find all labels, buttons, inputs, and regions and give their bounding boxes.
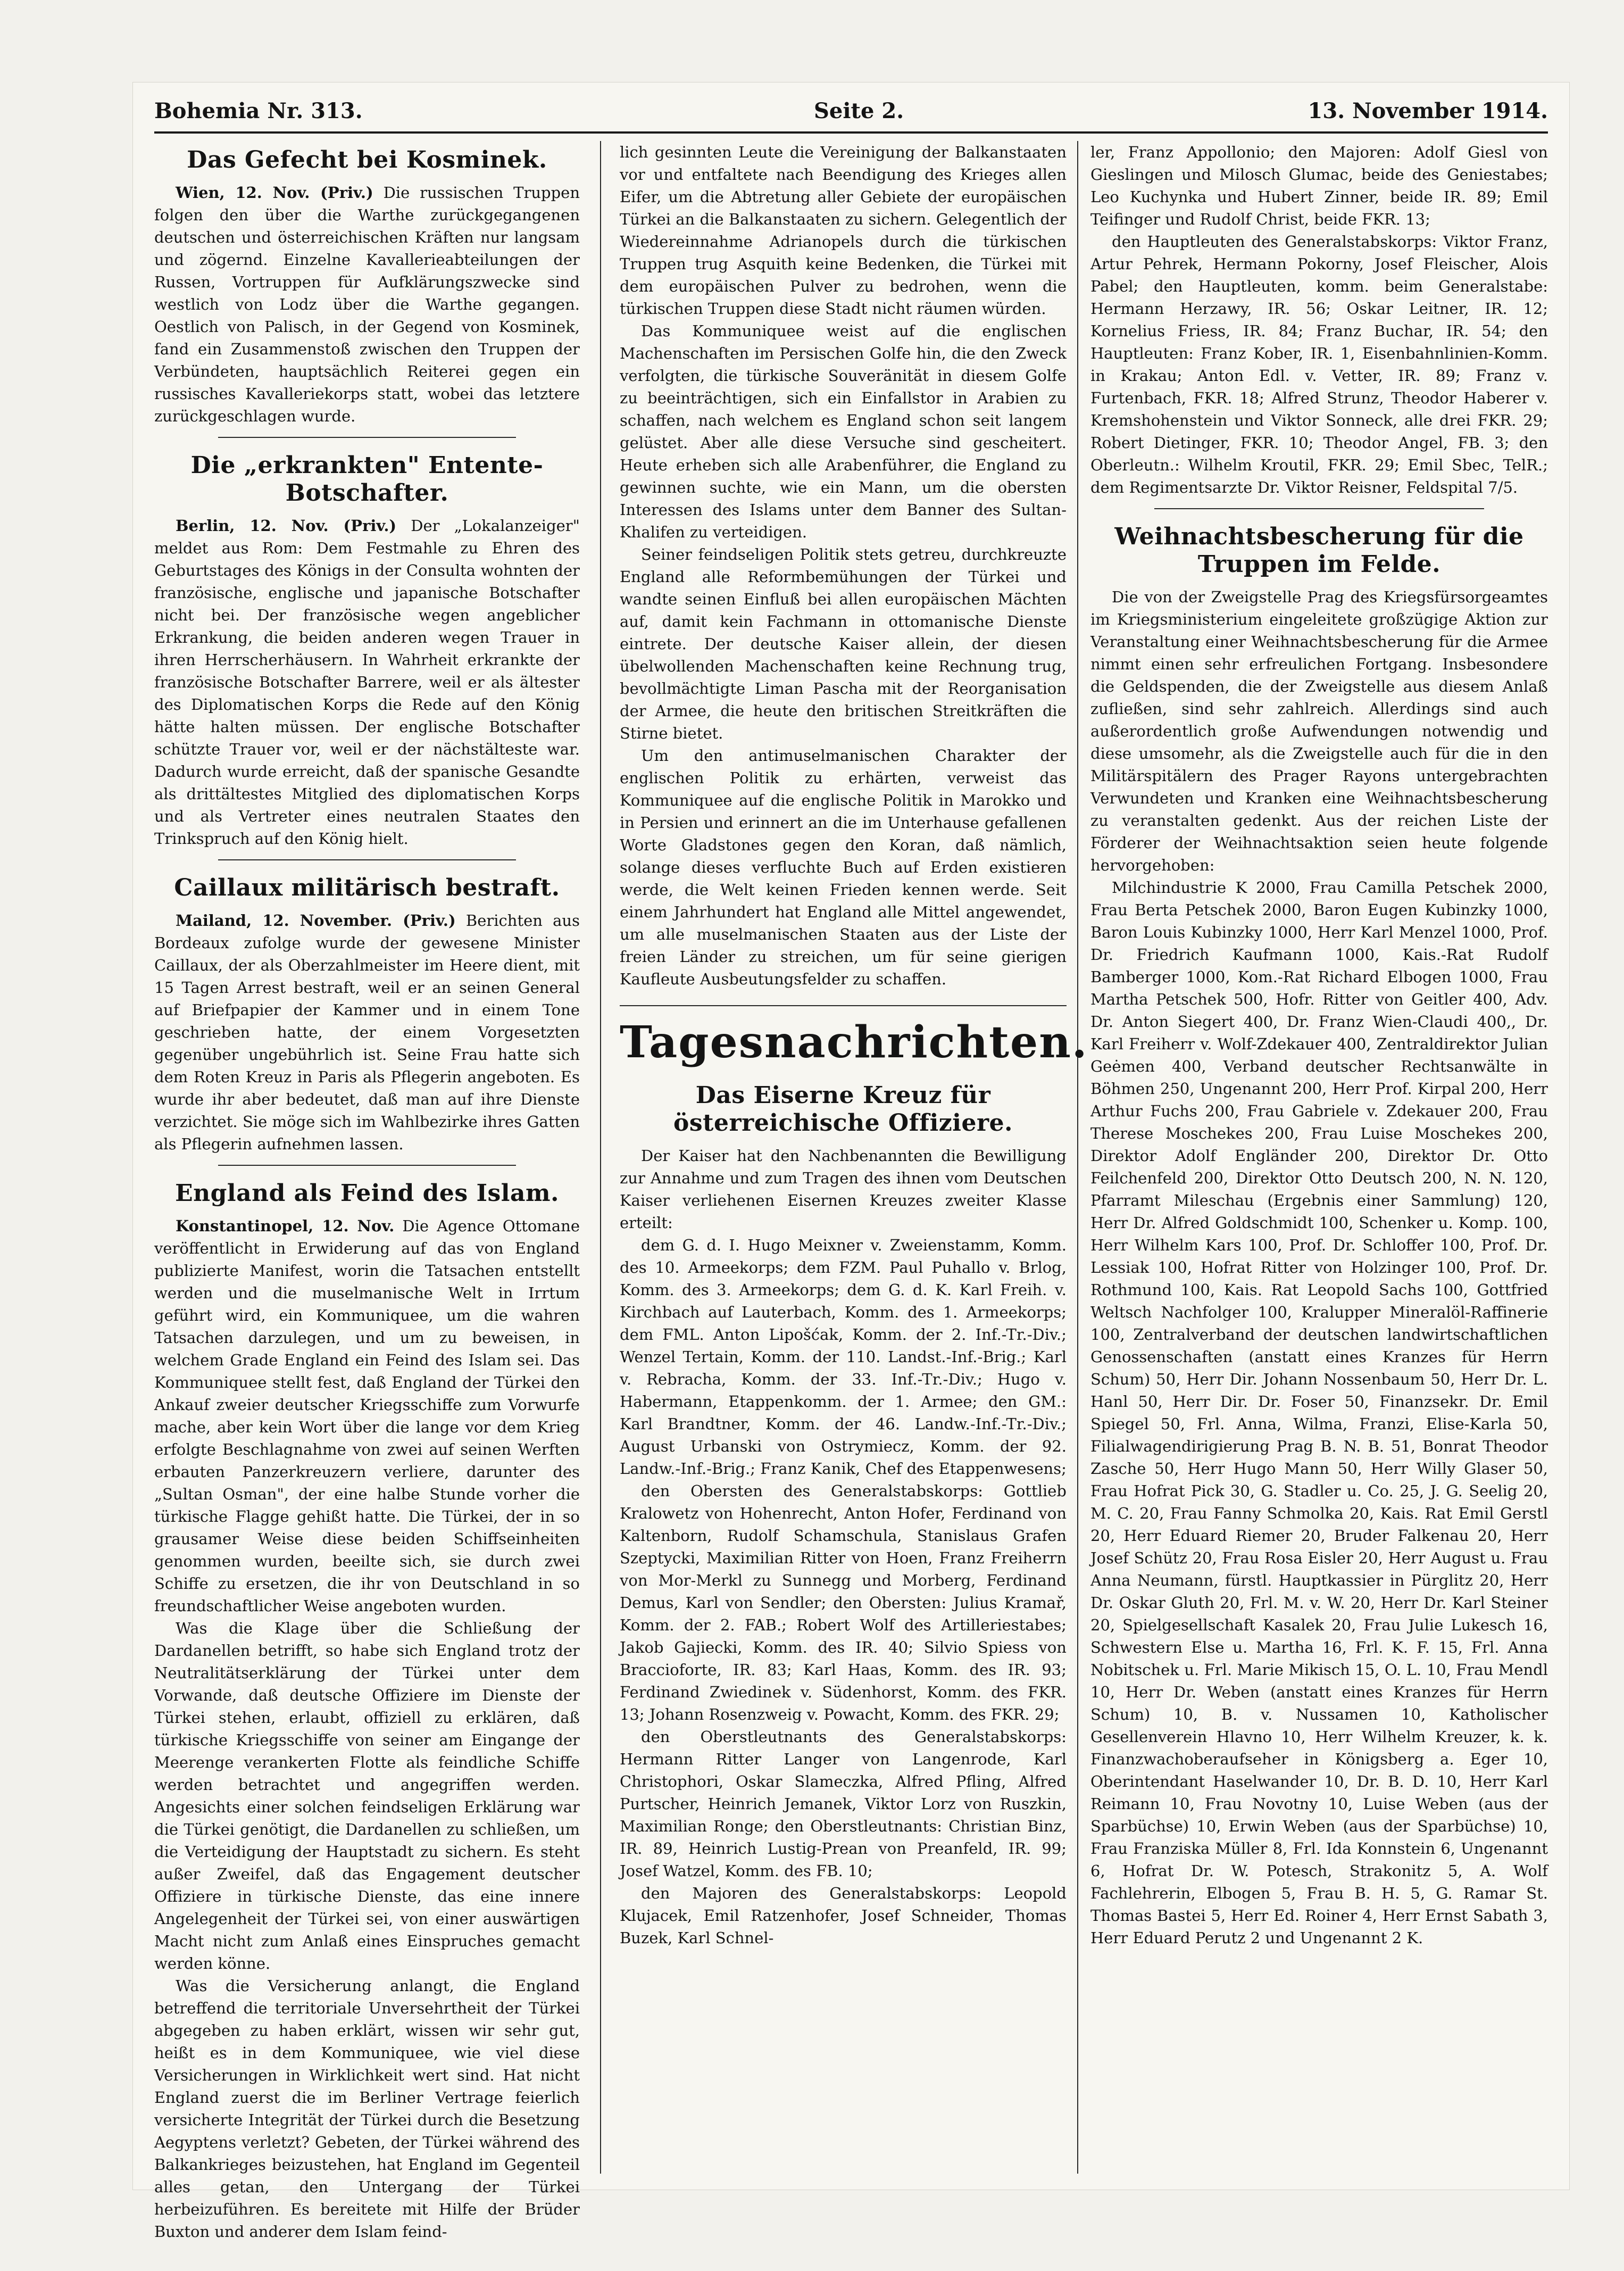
paragraph-text: Die Agence Ottomane veröffentlicht in Erwiderung auf das von England publizierte Manifest, worin die Tatsachen entstellt werden und die muselmanische Welt in Irrtum geführt wird, ein Kommuniquee, um die wahren Tatsachen darzulegen, und um zu beweisen, in welchem Grade England ein Feind des Islam sei. Das Kommuniquee stellt fest, daß England der Türkei den Ankauf zweier deutscher Kriegsschiffe zum Vorwurfe mache, aber kein Wort über die lange vor dem Krieg erfolgte Beschlagnahme von zwei auf seinen Werften erbauten Panzerkreuzern verliere, darunter des „Sultan Osman", der eine halbe Stunde vorher die türkische Flagge gehißt hatte. Die Türkei, der in so grausamer Weise diese beiden Schiffseinheiten genommen wurden, beeilte sich, sie durch zwei Schiffe zu ersetzen, die ihr von Deutschland in so freundschaftlicher Weise angeboten wurden. [154, 1217, 580, 1615]
section-title: Tagesnachrichten. [620, 1017, 1088, 1068]
article-headline: Die „erkrankten" Entente-Botschafter. [190, 452, 544, 507]
dateline: Wien, 12. Nov. (Priv.) [176, 184, 373, 202]
article-paragraph: dem G. d. I. Hugo Meixner v. Zweienstamm, Komm. des 10. Armeekorps; dem FZM. Paul Puhallo v. Brlog, Komm. des 3. Armeekorps; dem G. d. K. Karl Freih. v. Kirchbach auf Lauterbach, Komm. des 1. Armeekorps; dem FML. Anton Lipošćak, Komm. der 2. Inf.-Tr.-Div.; Wenzel Tertain, Komm. der 110. Landst.-Inf.-Brig.; Karl v. Rebracha, Komm. der 33. Inf.-Tr.-Div.; Hugo v. Habermann, Etappenkomm. der 1. Armee; den GM.: Karl Brandtner, Komm. der 46. Landw.-Inf.-Tr.-Div.; August Urbanski von Ostrymiecz, Komm. der 92. Landw.-Inf.-Brig.; Franz Kanik, Chef des Etappenwesens; [620, 1236, 1067, 1478]
article-paragraph: den Obersten des Generalstabskorps: Gottlieb Kralowetz von Hohenrecht, Anton Hofer, Ferdinand von Kaltenborn, Rudolf Schamschula, Stanislaus Grafen Szeptycki, Maximilian Ritter von Hoen, Franz Freiherrn von Mor-Merkl zu Sunnegg und Morberg, Ferdinand Demus, Karl von Sendler; den Obersten: Julius Kramař, Komm. der 2. FAB.; Robert Wolf des Artilleriestabes; Jakob Gajiecki, Komm. des IR. 40; Silvio Spiess von Braccioforte, IR. 83; Karl Haas, Komm. des IR. 93; Ferdinand Zwiedinek v. Südenhorst, Komm. des FKR. 13; Johann Rosenzweig v. Powacht, Komm. des FKR. 29; [620, 1482, 1067, 1723]
dateline: Mailand, 12. November. (Priv.) [176, 911, 456, 930]
article-paragraph: ler, Franz Appollonio; den Majoren: Adolf Giesl von Gieslingen und Milosch Glumac, beide des Geniestabes; Leo Kuchynka und Hubert Zinner, beide IR. 89; Emil Teifinger und Rudolf Christ, beide FKR. 13; [1090, 143, 1548, 228]
article-paragraph: den Oberstleutnants des Generalstabskorps: Hermann Ritter Langer von Langenrode, Karl Christophori, Oskar Slameczka, Alfred Pfling, Alfred Purtscher, Heinrich Jemanek, Viktor Lorz von Ruszkin, Maximilian Ronge; den Oberstleutnants: Christian Binz, IR. 89, Heinrich Lustig-Prean von Preanfeld, IR. 99; Josef Watzel, Komm. des FB. 10; [620, 1728, 1067, 1880]
masthead-rule [154, 131, 1548, 134]
column-divider [1077, 141, 1078, 2174]
article-paragraph [154, 909, 580, 1155]
paragraph-text: Die russischen Truppen folgen den über die Warthe zurückgegangenen deutschen und österreichischen Kräften nur langsam und zögernd. Einzelne Kavallerieabteilungen der Russen, Vortruppen für Aufklärungszwecke sind westlich von Lodz über die Warthe gegangen. Oestlich von Palisch, in der Gegend von Kosminek, fand ein Zusammenstoß zwischen den Truppen der Verbündeten, hauptsächlich Reiterei gegen ein russisches Kavalleriekorps statt, wobei das letztere zurückgeschlagen wurde. [154, 184, 580, 425]
paragraph-text: Der „Lokalanzeiger" meldet aus Rom: Dem Festmahle zu Ehren des Geburtstages des Königs in der Consulta wohnten der französische, englische und japanische Botschafter nicht bei. Der französische wegen angeblicher Erkrankung, die beiden anderen wegen Trauer in ihren Herrscherhäusern. In Wahrheit erkrankte der französische Botschafter Barrere, weil er als ältester des Diplomatischen Korps die Rede auf den König hätte halten müssen. Der englische Botschafter schützte Trauer vor, weil er der nächstälteste war. Dadurch wurde erreicht, daß der spanische Gesandte als drittältestes Mitglied des diplomatischen Korps und als Vertreter eines neutralen Staates den Trinkspruch auf den König hielt. [154, 517, 580, 848]
article-paragraph: Was die Versicherung anlangt, die England betreffend die territoriale Unversehrtheit der Türkei abgegeben zu haben erklärt, wissen wir sehr gut, heißt es in dem Kommuniquee, wie viel diese Versicherungen in Wirklichkeit wert sind. Hat nicht England zuerst die im Berliner Vertrage feierlich versicherte Integrität der Türkei durch die Besetzung Aegyptens verletzt? Gebeten, der Türkei während des Balkankrieges beizustehen, hat England im Gegenteil alles getan, den Untergang der Türkei herbeizuführen. Es bereitete mit Hilfe der Brüder Buxton und anderer dem Islam feind- [154, 1977, 580, 2241]
article-paragraph: Das Kommuniquee weist auf die englischen Machenschaften im Persischen Golfe hin, die den Zweck verfolgten, die türkische Souveränität in diesem Golfe zu beeinträchtigen, sich ein Einfallstor in Arabien zu schaffen, nach welchem es England schon seit langem gelüstet. Aber alle diese Versuche sind gescheitert. Heute erheben sich alle Arabenführer, die England zu gewinnen suchte, wie ein Mann, um die obersten Interessen des Islams unter dem Banner des Sultan-Khalifen zu verteidigen. [620, 322, 1067, 541]
masthead-issue: Bohemia Nr. 313. [154, 98, 363, 123]
section-separator [620, 1005, 1067, 1006]
article-headline: England als Feind des Islam. [175, 1180, 559, 1207]
article-paragraph: Milchindustrie K 2000, Frau Camilla Petschek 2000, Frau Berta Petschek 2000, Baron Eugen Kubinzky 1000, Baron Louis Kubinzky 1000, Herr Karl Menzel 1000, Prof. Dr. Friedrich Kaufmann 1000, Kais.-Rat Rudolf Bamberger 1000, Kom.-Rat Richard Elbogen 1000, Frau Martha Petschek 500, Hofr. Ritter von Geitler 400, Adv. Dr. Anton Siegert 400, Dr. Franz Wien-Claudi 400,, Dr. Karl Freiherr v. Wolf-Zdekauer 400, Zentraldirektor Julian Geėmen 400, Verband deutscher Rechtsanwälte in Böhmen 250, Ungenannt 200, Herr Prof. Kirpal 200, Herr Arthur Fuchs 200, Frau Gabriele v. Zdekauer 200, Frau Therese Moschekes 200, Frau Luise Moschekes 200, Direktor Adolf Engländer 200, Direktor Dr. Otto Feilchenfeld 200, Direktor Otto Deutsch 200, N. N. 120, Pfarramt Mileschau (Ergebnis einer Sammlung) 120, Herr Dr. Alfred Goldschmidt 100, Schenker u. Komp. 100, Herr Wilhelm Kars 100, Prof. Dr. Schloffer 100, Prof. Dr. Lessiak 100, Hofrat Ritter von Holzinger 100, Prof. Dr. Rothmund 100, Kais. Rat Leopold Sachs 100, Gottfried Weltsch Nachfolger 100, Kralupper Mineralöl-Raffinerie 100, Zentralverband der deutschen landwirtschaftlichen Genossenschaften (anstatt eines Kranzes für Herrn Schum) 50, Herr Dir. Johann Nossenbaum 50, Herr Dr. L. Hanl 50, Herr Dir. Dr. Foser 50, Finanzsekr. Dr. Emil Spiegel 50, Frl. Anna, Wilma, Franzi, Elise-Karla 50, Filialwagendirigierung Prag B. N. B. 51, Bonrat Theodor Zasche 50, Herr Hugo Mann 50, Herr Willy Glaser 50, Frau Hofrat Pick 30, G. Stadler u. Co. 25, J. G. Seelig 20, M. C. 20, Frau Fanny Schmolka 20, Kais. Rat Emil Gerstl 20, Herr Eduard Riemer 20, Bruder Falkenau 20, Herr Josef Schütz 20, Frau Rosa Eisler 20, Herr August u. Frau Anna Neumann, fürstl. Hauptkassier in Pürglitz 20, Herr Dr. Oskar Gluth 20, Frl. M. v. W. 20, Herr Dr. Karl Steiner 20, Spielgesellschaft Kasalek 20, Frau Julie Lukesch 16, Schwestern Else u. Martha 16, Frl. K. F. 15, Frl. Anna Nobitschek u. Frl. Marie Mikisch 15, O. L. 10, Frau Mendl 10, Herr Dr. Weben (anstatt eines Kranzes für Herrn Schum) 10, B. v. Nussamen 10, Katholischer Gesellenverein Hlavno 10, Herr Wilhelm Kreuzer, k. k. Finanzwachoberaufseher in Königsberg a. Eger 10, Oberintendant Haselwander 10, Dr. B. D. 10, Herr Karl Reimann 10, Frau Novotny 10, Luise Weben (aus der Sparbüchse) 10, Erwin Weben (aus der Sparbüchse) 10, Frau Franziska Müller 8, Frl. Ida Konnstein 6, Ungenannt 6, Hofrat Dr. W. Potesch, Strakonitz 5, A. Wolf Fachlehrerin, Elbogen 5, Frau B. H. 5, G. Ramar St. Thomas Bastei 5, Herr Ed. Roiner 4, Herr Ernst Sabath 3, Herr Eduard Perutz 2 und Ungenannt 2 K. [1090, 878, 1548, 1947]
article-separator [218, 437, 516, 438]
paragraph-text: Berichten aus Bordeaux zufolge wurde der gewesene Minister Caillaux, der als Oberzahlmeister im Heere dient, mit 15 Tagen Arrest bestraft, weil er an seinen General auf Briefpapier der Kammer und in einem Tone geschrieben hatte, der einem Vorgesetzten gegenüber ungebührlich ist. Seine Frau hatte sich dem Roten Kreuz in Paris als Pflegerin angeboten. Es wurde ihr aber bedeutet, daß man auf ihre Dienste verzichtet. Sie möge sich im Wahlbezirke ihres Gatten als Pflegerin aufnehmen lassen. [154, 911, 580, 1153]
article-headline: Das Eiserne Kreuz für österreichische Offiziere. [673, 1082, 1013, 1137]
article-separator [1154, 508, 1484, 509]
newspaper-page [133, 82, 1569, 2241]
article-headline: Caillaux militärisch bestraft. [174, 874, 560, 901]
column-2 [620, 141, 1088, 2174]
article-paragraph: Seiner feindseligen Politik stets getreu, durchkreuzte England alle Reformbemühungen der Türkei und wandte seinen Einfluß bei allen europäischen Mächten auf, damit kein Fachmann in ottomanische Dienste eintrete. Der deutsche Kaiser allein, der diesen übelwollenden Machenschaften keine Rechnung trug, bevollmächtigte Liman Pascha mit der Reorganisation der Armee, die heute den britischen Streitkräften die Stirne bietet. [620, 545, 1067, 742]
masthead [154, 93, 1548, 130]
dateline: Berlin, 12. Nov. (Priv.) [176, 517, 397, 535]
article-headline: Das Gefecht bei Kosminek. [187, 146, 547, 173]
article-paragraph [154, 181, 580, 427]
article-paragraph [154, 1215, 580, 1617]
article-paragraph: Was die Klage über die Schließung der Dardanellen betrifft, so habe sich England trotz der Neutralitätserklärung der Türkei unter dem Vorwande, daß deutsche Offiziere im Dienste der Türkei stehen, erlaubt, offiziell zu erklären, daß türkische Kriegsschiffe von seiner am Eingange der Meerenge verankerten Flotte als feindliche Schiffe werden betrachtet und angegriffen werden. Angesichts einer solchen feindseligen Erklärung war die Türkei genötigt, die Dardanellen zu schließen, um die Verteidigung der Hauptstadt zu sichern. Es steht außer Zweifel, daß das Engagement deutscher Offiziere in türkische Dienste, das eine innere Angelegenheit der Türkei sei, von einer auswärtigen Macht nicht zum Anlaß eines Einspruches gemacht werden könne. [154, 1619, 580, 1972]
article-headline: Weihnachtsbescherung für die Truppen im Felde. [1114, 523, 1524, 578]
article-paragraph: den Majoren des Generalstabskorps: Leopold Klujacek, Emil Ratzenhofer, Josef Schneider, Thomas Buzek, Karl Schnel- [620, 1884, 1067, 1947]
dateline: Konstantinopel, 12. Nov. [176, 1217, 395, 1235]
article-paragraph [154, 515, 580, 850]
masthead-page-number: Seite 2. [814, 98, 904, 123]
article-paragraph: den Hauptleuten des Generalstabskorps: Viktor Franz, Artur Pehrek, Hermann Pokorny, Josef Fleischer, Alois Pabel; den Hauptleuten, komm. beim Generalstabe: Hermann Herzawy, IR. 56; Oskar Leitner, IR. 12; Kornelius Friess, IR. 84; Franz Buchar, IR. 54; den Hauptleuten: Franz Kober, IR. 1, Eisenbahnlinien-Komm. in Krakau; Anton Edl. v. Vetter, IR. 89; Franz v. Furtenbach, FKR. 18; Alfred Strunz, Theodor Haberer v. Kremshohenstein und Viktor Sonneck, alle drei FKR. 29; Robert Dietinger, FKR. 10; Theodor Angel, FB. 3; den Oberleutn.: Wilhelm Kroutil, FKR. 29; Emil Sbec, TelR.; dem Regimentsarzte Dr. Viktor Reisner, Feldspital 7/5. [1090, 233, 1548, 496]
masthead-date: 13. November 1914. [1307, 98, 1548, 123]
column-1 [154, 141, 580, 2241]
column-divider [600, 141, 601, 2174]
article-separator [218, 1165, 516, 1166]
article-paragraph: Die von der Zweigstelle Prag des Kriegsfürsorgeamtes im Kriegsministerium eingeleitete großzügige Aktion zur Veranstaltung einer Weihnachtsbescherung für die Armee nimmt einen sehr erfreulichen Fortgang. Insbesondere die Geldspenden, die der Zweigstelle aus diesem Anlaß zufließen, sind sehr zahlreich. Allerdings sind auch außerordentlich große Aufwendungen notwendig und diese umsomehr, als die Zweigstelle auch für die in den Militärspitälern des Prager Rayons untergebrachten Verwundeten und Kranken eine Weihnachtsbescherung zu veranstalten gedenkt. Aus der reichen Liste der Förderer der Weihnachtsaktion seien heute folgende hervorgehoben: [1090, 588, 1548, 874]
article-separator [218, 859, 516, 860]
article-paragraph: Um den antimuselmanischen Charakter der englischen Politik zu erhärten, verweist das Kommuniquee auf die englische Politik in Marokko und in Persien und erinnert an die im Unterhause gefallenen Worte Gladstones gegen den Koran, daß nämlich, solange dieses verfluchte Buch auf Erden existieren werde, die Welt keinen Frieden kennen werde. Seit einem Jahrhundert hat England alle Mittel angewendet, um alle muselmanischen Staaten aus der Liste der freien Länder zu streichen, um für seine gierigen Kaufleute Ausbeutungsfelder zu schaffen. [620, 747, 1067, 988]
article-paragraph: lich gesinnten Leute die Vereinigung der Balkanstaaten vor und entfaltete nach Beendigung des Krieges allen Eifer, um die Abtretung aller Gebiete der europäischen Türkei an die Balkanstaaten zu sichern. Gelegentlich der Wiedereinnahme Adrianopels durch die türkischen Truppen trug Asquith keine Bedenken, die Türkei mit dem europäischen Pulver zu bedrohen, wenn die türkischen Truppen diese Stadt nicht räumen würden. [620, 143, 1067, 318]
article-paragraph: Der Kaiser hat den Nachbenannten die Bewilligung zur Annahme und zum Tragen des ihnen vom Deutschen Kaiser verliehenen Eisernen Kreuzes zweiter Klasse erteilt: [620, 1147, 1067, 1232]
column-3 [1090, 141, 1548, 2174]
